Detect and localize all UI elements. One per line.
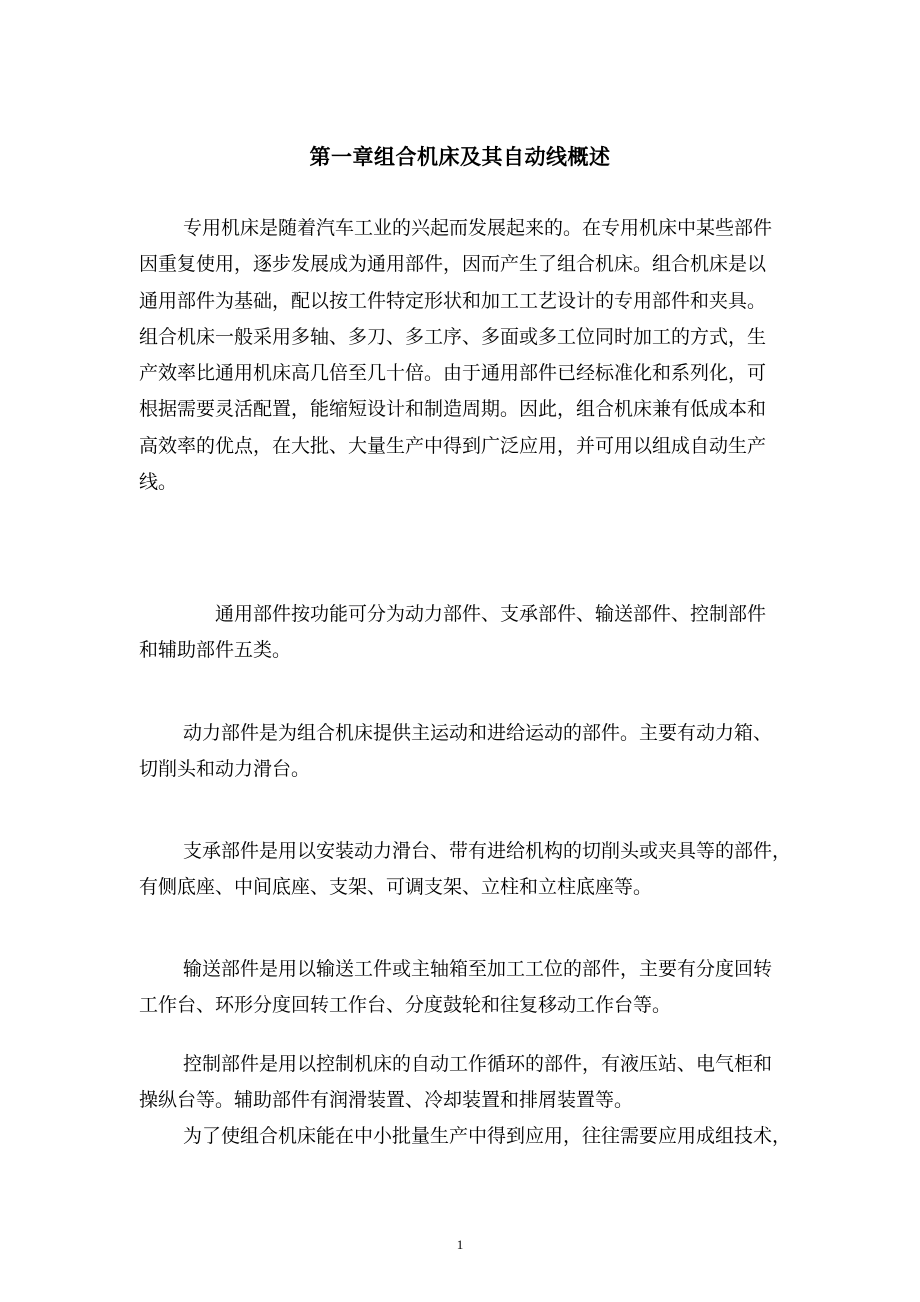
paragraph-support-units bbox=[139, 833, 859, 906]
paragraph-line: 控制部件是用以控制机床的自动工作循环的部件，有液压站、电气柜和 bbox=[183, 1053, 773, 1075]
paragraph-line: 切削头和动力滑台。 bbox=[139, 758, 311, 781]
paragraph-intro bbox=[139, 210, 859, 500]
paragraph-line: 产效率比通用机床高几倍至几十倍。由于通用部件已经标准化和系列化，可 bbox=[139, 362, 767, 385]
chapter-title: 第一章组合机床及其自动线概述 bbox=[309, 144, 611, 169]
paragraph-line: 工作台、环形分度回转工作台、分度鼓轮和往复移动工作台等。 bbox=[139, 994, 672, 1017]
paragraph-line: 输送部件是用以输送工件或主轴箱至加工工位的部件，主要有分度回转 bbox=[183, 958, 773, 980]
paragraph-classification bbox=[139, 596, 859, 669]
paragraph-line: 和辅助部件五类。 bbox=[139, 639, 292, 662]
paragraph-line: 通用部件为基础，配以按工件特定形状和加工工艺设计的专用部件和夹具。 bbox=[139, 289, 767, 312]
paragraph-line: 高效率的优点，在大批、大量生产中得到广泛应用，并可用以组成自动生产 bbox=[139, 434, 767, 457]
paragraph-line: 专用机床是随着汽车工业的兴起而发展起来的。在专用机床中某些部件 bbox=[183, 217, 773, 239]
paragraph-control-units bbox=[139, 1046, 859, 1119]
paragraph-line: 动力部件是为组合机床提供主运动和进给运动的部件。主要有动力箱、 bbox=[183, 722, 773, 744]
paragraph-line: 通用部件按功能可分为动力部件、支承部件、输送部件、控制部件 bbox=[215, 603, 767, 625]
paragraph-line: 为了使组合机床能在中小批量生产中得到应用，往往需要应用成组技术， bbox=[183, 1125, 792, 1147]
paragraph-transfer-units bbox=[139, 951, 859, 1024]
page-number: 1 bbox=[456, 1237, 464, 1252]
paragraph-power-units bbox=[139, 715, 859, 788]
paragraph-line: 组合机床一般采用多轴、多刀、多工序、多面或多工位同时加工的方式，生 bbox=[139, 325, 767, 348]
paragraph-line: 操纵台等。辅助部件有润滑装置、冷却装置和排屑装置等。 bbox=[139, 1089, 634, 1112]
paragraph-group-technology bbox=[139, 1118, 859, 1154]
paragraph-line: 线。 bbox=[139, 471, 178, 494]
paragraph-line: 有侧底座、中间底座、支架、可调支架、立柱和立柱底座等。 bbox=[139, 876, 653, 899]
paragraph-line: 因重复使用，逐步发展成为通用部件，因而产生了组合机床。组合机床是以 bbox=[139, 253, 767, 276]
paragraph-line: 支承部件是用以安装动力滑台、带有进给机构的切削头或夹具等的部件， bbox=[183, 840, 792, 862]
paragraph-line: 根据需要灵活配置，能缩短设计和制造周期。因此，组合机床兼有低成本和 bbox=[139, 398, 767, 421]
